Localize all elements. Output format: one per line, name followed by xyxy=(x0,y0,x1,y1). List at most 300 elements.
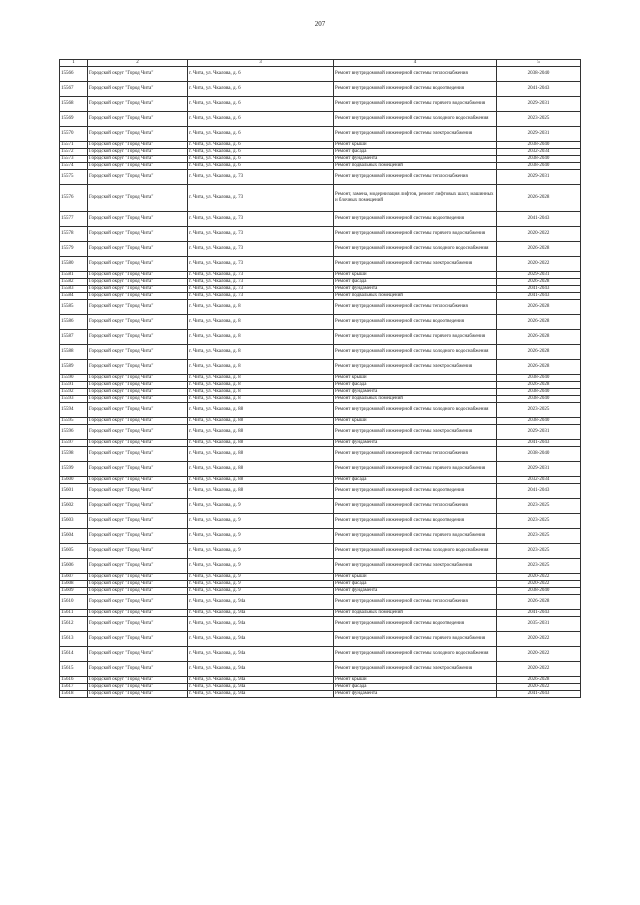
period-cell: 2038-2040 xyxy=(497,588,581,595)
municipality-cell: Городской округ "Город Чита" xyxy=(88,425,188,440)
municipality-cell: Городской округ "Город Чита" xyxy=(88,375,188,382)
work-type-cell: Ремонт внутридомовой инженерной системы водоотведения xyxy=(334,315,497,330)
table-row xyxy=(60,142,581,149)
municipality-cell: Городской округ "Город Чита" xyxy=(88,82,188,97)
municipality-cell: Городской округ "Город Чита" xyxy=(88,170,188,185)
period-cell: 2020-2022 xyxy=(497,662,581,677)
municipality-cell: Городской округ "Город Чита" xyxy=(88,684,188,691)
period-cell: 2041-2043 xyxy=(497,484,581,499)
table-row xyxy=(60,477,581,484)
row-number-cell: 15598 xyxy=(60,447,88,462)
address-cell: г. Чита, ул. Чкалова, д. 94а xyxy=(188,610,334,617)
table-row xyxy=(60,227,581,242)
row-number-cell: 15599 xyxy=(60,462,88,477)
table-row xyxy=(60,559,581,574)
period-cell: 2023-2025 xyxy=(497,529,581,544)
work-type-cell: Ремонт подвальных помещений xyxy=(334,293,497,300)
row-number-cell: 15602 xyxy=(60,499,88,514)
row-number-cell: 15606 xyxy=(60,559,88,574)
row-number-cell: 15573 xyxy=(60,156,88,163)
row-number-cell: 15569 xyxy=(60,112,88,127)
table-row xyxy=(60,149,581,156)
row-number-cell: 15575 xyxy=(60,170,88,185)
period-cell: 2020-2022 xyxy=(497,684,581,691)
row-number-cell: 15582 xyxy=(60,279,88,286)
table-row xyxy=(60,574,581,581)
table-row xyxy=(60,595,581,610)
municipality-cell: Городской округ "Город Чита" xyxy=(88,529,188,544)
work-type-cell: Ремонт внутридомовой инженерной системы теплоснабжения xyxy=(334,300,497,315)
municipality-cell: Городской округ "Город Чита" xyxy=(88,617,188,632)
row-number-cell: 15579 xyxy=(60,242,88,257)
work-type-cell: Ремонт внутридомовой инженерной системы горячего водоснабжения xyxy=(334,227,497,242)
municipality-cell: Городской округ "Город Чита" xyxy=(88,149,188,156)
period-cell: 2026-2028 xyxy=(497,595,581,610)
row-number-cell: 15614 xyxy=(60,647,88,662)
row-number-cell: 15581 xyxy=(60,272,88,279)
work-type-cell: Ремонт фундамента xyxy=(334,588,497,595)
work-type-cell: Ремонт фундамента xyxy=(334,286,497,293)
municipality-cell: Городской округ "Город Чита" xyxy=(88,330,188,345)
row-number-cell: 15601 xyxy=(60,484,88,499)
row-number-cell: 15605 xyxy=(60,544,88,559)
municipality-cell: Городской округ "Город Чита" xyxy=(88,212,188,227)
period-cell: 2038-2040 xyxy=(497,396,581,403)
work-type-cell: Ремонт фасада xyxy=(334,279,497,286)
page-number: 207 xyxy=(314,20,326,28)
period-cell: 2038-2040 xyxy=(497,67,581,82)
work-type-cell: Ремонт крыши xyxy=(334,574,497,581)
row-number-cell: 15610 xyxy=(60,595,88,610)
period-cell: 2026-2028 xyxy=(497,345,581,360)
table-row xyxy=(60,389,581,396)
table-row xyxy=(60,293,581,300)
period-cell: 2020-2022 xyxy=(497,574,581,581)
period-cell: 2023-2025 xyxy=(497,403,581,418)
municipality-cell: Городской округ "Город Чита" xyxy=(88,418,188,425)
address-cell: г. Чита, ул. Чкалова, д. 73 xyxy=(188,242,334,257)
work-type-cell: Ремонт фундамента xyxy=(334,389,497,396)
period-cell: 2026-2028 xyxy=(497,279,581,286)
period-cell: 2041-2043 xyxy=(497,610,581,617)
table-row xyxy=(60,662,581,677)
period-cell: 2041-2043 xyxy=(497,440,581,447)
table-row xyxy=(60,330,581,345)
table-row xyxy=(60,447,581,462)
period-cell: 2020-2022 xyxy=(497,257,581,272)
row-number-cell: 15618 xyxy=(60,691,88,698)
row-number-cell: 15613 xyxy=(60,632,88,647)
municipality-cell: Городской округ "Город Чита" xyxy=(88,185,188,212)
period-cell: 2026-2028 xyxy=(497,242,581,257)
work-type-cell: Ремонт внутридомовой инженерной системы холодного водоснабжения xyxy=(334,544,497,559)
work-type-cell: Ремонт внутридомовой инженерной системы теплоснабжения xyxy=(334,595,497,610)
table-body xyxy=(60,67,581,698)
address-cell: г. Чита, ул. Чкалова, д. 8 xyxy=(188,396,334,403)
row-number-cell: 15597 xyxy=(60,440,88,447)
period-cell: 2038-2040 xyxy=(497,156,581,163)
work-type-cell: Ремонт внутридомовой инженерной системы водоотведения xyxy=(334,484,497,499)
address-cell: г. Чита, ул. Чкалова, д. 6 xyxy=(188,163,334,170)
table-row xyxy=(60,418,581,425)
table-row xyxy=(60,185,581,212)
row-number-cell: 15615 xyxy=(60,662,88,677)
table-row xyxy=(60,440,581,447)
period-cell: 2029-2031 xyxy=(497,97,581,112)
address-cell: г. Чита, ул. Чкалова, д. 94а xyxy=(188,677,334,684)
address-cell: г. Чита, ул. Чкалова, д. 88 xyxy=(188,418,334,425)
row-number-cell: 15574 xyxy=(60,163,88,170)
work-type-cell: Ремонт внутридомовой инженерной системы водоотведения xyxy=(334,617,497,632)
address-cell: г. Чита, ул. Чкалова, д. 6 xyxy=(188,112,334,127)
municipality-cell: Городской округ "Город Чита" xyxy=(88,382,188,389)
work-type-cell: Ремонт крыши xyxy=(334,677,497,684)
table-row xyxy=(60,677,581,684)
period-cell: 2029-2031 xyxy=(497,462,581,477)
municipality-cell: Городской округ "Город Чита" xyxy=(88,97,188,112)
address-cell: г. Чита, ул. Чкалова, д. 88 xyxy=(188,425,334,440)
table-row xyxy=(60,163,581,170)
period-cell: 2041-2043 xyxy=(497,286,581,293)
row-number-cell: 15567 xyxy=(60,82,88,97)
period-cell: 2029-2031 xyxy=(497,127,581,142)
table-row xyxy=(60,112,581,127)
municipality-cell: Городской округ "Город Чита" xyxy=(88,67,188,82)
municipality-cell: Городской округ "Город Чита" xyxy=(88,403,188,418)
address-cell: г. Чита, ул. Чкалова, д. 9 xyxy=(188,574,334,581)
row-number-cell: 15612 xyxy=(60,617,88,632)
row-number-cell: 15595 xyxy=(60,418,88,425)
work-type-cell: Ремонт внутридомовой инженерной системы холодного водоснабжения xyxy=(334,647,497,662)
address-cell: г. Чита, ул. Чкалова, д. 9 xyxy=(188,544,334,559)
work-type-cell: Ремонт крыши xyxy=(334,375,497,382)
period-cell: 2041-2043 xyxy=(497,293,581,300)
municipality-cell: Городской округ "Город Чита" xyxy=(88,588,188,595)
column-header-4: 4 xyxy=(334,60,497,67)
row-number-cell: 15568 xyxy=(60,97,88,112)
municipality-cell: Городской округ "Город Чита" xyxy=(88,677,188,684)
column-header-5: 5 xyxy=(497,60,581,67)
row-number-cell: 15607 xyxy=(60,574,88,581)
period-cell: 2029-2031 xyxy=(497,425,581,440)
work-type-cell: Ремонт фасада xyxy=(334,382,497,389)
table-row xyxy=(60,286,581,293)
period-cell: 2023-2025 xyxy=(497,559,581,574)
row-number-cell: 15577 xyxy=(60,212,88,227)
period-cell: 2020-2022 xyxy=(497,227,581,242)
table-row xyxy=(60,170,581,185)
work-type-cell: Ремонт крыши xyxy=(334,272,497,279)
municipality-cell: Городской округ "Город Чита" xyxy=(88,647,188,662)
table-row xyxy=(60,127,581,142)
municipality-cell: Городской округ "Город Чита" xyxy=(88,559,188,574)
municipality-cell: Городской округ "Город Чита" xyxy=(88,610,188,617)
table-row xyxy=(60,403,581,418)
row-number-cell: 15596 xyxy=(60,425,88,440)
period-cell: 2026-2028 xyxy=(497,677,581,684)
work-type-cell: Ремонт крыши xyxy=(334,418,497,425)
period-cell: 2026-2028 xyxy=(497,382,581,389)
row-number-cell: 15587 xyxy=(60,330,88,345)
period-cell: 2029-2031 xyxy=(497,170,581,185)
work-type-cell: Ремонт подвальных помещений xyxy=(334,163,497,170)
table-row xyxy=(60,272,581,279)
work-type-cell: Ремонт подвальных помещений xyxy=(334,610,497,617)
row-number-cell: 15616 xyxy=(60,677,88,684)
header-row xyxy=(60,60,581,67)
municipality-cell: Городской округ "Город Чита" xyxy=(88,396,188,403)
address-cell: г. Чита, ул. Чкалова, д. 73 xyxy=(188,272,334,279)
table-row xyxy=(60,396,581,403)
address-cell: г. Чита, ул. Чкалова, д. 6 xyxy=(188,127,334,142)
table-row xyxy=(60,315,581,330)
column-header-2: 2 xyxy=(88,60,188,67)
municipality-cell: Городской округ "Город Чита" xyxy=(88,242,188,257)
address-cell: г. Чита, ул. Чкалова, д. 88 xyxy=(188,462,334,477)
table-row xyxy=(60,97,581,112)
address-cell: г. Чита, ул. Чкалова, д. 9 xyxy=(188,514,334,529)
work-type-cell: Ремонт фасада xyxy=(334,581,497,588)
period-cell: 2035-2031 xyxy=(497,617,581,632)
row-number-cell: 15593 xyxy=(60,396,88,403)
work-type-cell: Ремонт внутридомовой инженерной системы водоотведения xyxy=(334,82,497,97)
municipality-cell: Городской округ "Город Чита" xyxy=(88,499,188,514)
row-number-cell: 15608 xyxy=(60,581,88,588)
period-cell: 2026-2028 xyxy=(497,360,581,375)
table-row xyxy=(60,375,581,382)
table-row xyxy=(60,425,581,440)
period-cell: 2038-2040 xyxy=(497,375,581,382)
period-cell: 2023-2025 xyxy=(497,499,581,514)
work-type-cell: Ремонт внутридомовой инженерной системы электроснабжения xyxy=(334,257,497,272)
table-header xyxy=(60,60,581,67)
table-row xyxy=(60,242,581,257)
municipality-cell: Городской округ "Город Чита" xyxy=(88,163,188,170)
municipality-cell: Городской округ "Город Чита" xyxy=(88,574,188,581)
row-number-cell: 15584 xyxy=(60,293,88,300)
work-type-cell: Ремонт фасада xyxy=(334,477,497,484)
row-number-cell: 15592 xyxy=(60,389,88,396)
period-cell: 2023-2025 xyxy=(497,544,581,559)
table-row xyxy=(60,156,581,163)
work-type-cell: Ремонт внутридомовой инженерной системы электроснабжения xyxy=(334,425,497,440)
column-header-3: 3 xyxy=(188,60,334,67)
address-cell: г. Чита, ул. Чкалова, д. 94а xyxy=(188,691,334,698)
table-row xyxy=(60,279,581,286)
table-row xyxy=(60,499,581,514)
table-row xyxy=(60,345,581,360)
municipality-cell: Городской округ "Город Чита" xyxy=(88,662,188,677)
row-number-cell: 15586 xyxy=(60,315,88,330)
row-number-cell: 15580 xyxy=(60,257,88,272)
work-type-cell: Ремонт внутридомовой инженерной системы горячего водоснабжения xyxy=(334,330,497,345)
address-cell: г. Чита, ул. Чкалова, д. 9 xyxy=(188,588,334,595)
period-cell: 2038-2040 xyxy=(497,163,581,170)
address-cell: г. Чита, ул. Чкалова, д. 73 xyxy=(188,185,334,212)
period-cell: 2038-2040 xyxy=(497,142,581,149)
address-cell: г. Чита, ул. Чкалова, д. 94а xyxy=(188,684,334,691)
work-type-cell: Ремонт фундамента xyxy=(334,691,497,698)
row-number-cell: 15609 xyxy=(60,588,88,595)
work-type-cell: Ремонт фасада xyxy=(334,149,497,156)
municipality-cell: Городской округ "Город Чита" xyxy=(88,279,188,286)
table-row xyxy=(60,514,581,529)
table-row xyxy=(60,647,581,662)
municipality-cell: Городской округ "Город Чита" xyxy=(88,477,188,484)
table-row xyxy=(60,257,581,272)
row-number-cell: 15589 xyxy=(60,360,88,375)
municipality-cell: Городской округ "Город Чита" xyxy=(88,112,188,127)
table-row xyxy=(60,67,581,82)
period-cell: 2029-2031 xyxy=(497,272,581,279)
address-cell: г. Чита, ул. Чкалова, д. 8 xyxy=(188,315,334,330)
table-row xyxy=(60,300,581,315)
address-cell: г. Чита, ул. Чкалова, д. 94а xyxy=(188,647,334,662)
table-row xyxy=(60,82,581,97)
work-type-cell: Ремонт внутридомовой инженерной системы холодного водоснабжения xyxy=(334,345,497,360)
work-type-cell: Ремонт внутридомовой инженерной системы электроснабжения xyxy=(334,127,497,142)
work-type-cell: Ремонт внутридомовой инженерной системы теплоснабжения xyxy=(334,67,497,82)
row-number-cell: 15590 xyxy=(60,375,88,382)
row-number-cell: 15600 xyxy=(60,477,88,484)
municipality-cell: Городской округ "Город Чита" xyxy=(88,514,188,529)
register-table xyxy=(59,59,581,698)
municipality-cell: Городской округ "Город Чита" xyxy=(88,447,188,462)
work-type-cell: Ремонт внутридомовой инженерной системы водоотведения xyxy=(334,212,497,227)
municipality-cell: Городской округ "Город Чита" xyxy=(88,315,188,330)
period-cell: 2038-2040 xyxy=(497,389,581,396)
municipality-cell: Городской округ "Город Чита" xyxy=(88,440,188,447)
address-cell: г. Чита, ул. Чкалова, д. 6 xyxy=(188,142,334,149)
address-cell: г. Чита, ул. Чкалова, д. 88 xyxy=(188,403,334,418)
period-cell: 2020-2022 xyxy=(497,581,581,588)
table-row xyxy=(60,691,581,698)
table-row xyxy=(60,684,581,691)
period-cell: 2032-2034 xyxy=(497,149,581,156)
row-number-cell: 15572 xyxy=(60,149,88,156)
address-cell: г. Чита, ул. Чкалова, д. 73 xyxy=(188,170,334,185)
municipality-cell: Городской округ "Город Чита" xyxy=(88,127,188,142)
address-cell: г. Чита, ул. Чкалова, д. 9 xyxy=(188,559,334,574)
address-cell: г. Чита, ул. Чкалова, д. 8 xyxy=(188,330,334,345)
row-number-cell: 15571 xyxy=(60,142,88,149)
municipality-cell: Городской округ "Город Чита" xyxy=(88,632,188,647)
row-number-cell: 15585 xyxy=(60,300,88,315)
work-type-cell: Ремонт внутридомовой инженерной системы теплоснабжения xyxy=(334,447,497,462)
period-cell: 2023-2025 xyxy=(497,112,581,127)
work-type-cell: Ремонт фундамента xyxy=(334,156,497,163)
table-row xyxy=(60,360,581,375)
municipality-cell: Городской округ "Город Чита" xyxy=(88,484,188,499)
row-number-cell: 15570 xyxy=(60,127,88,142)
address-cell: г. Чита, ул. Чкалова, д. 88 xyxy=(188,477,334,484)
municipality-cell: Городской округ "Город Чита" xyxy=(88,462,188,477)
work-type-cell: Ремонт внутридомовой инженерной системы электроснабжения xyxy=(334,559,497,574)
municipality-cell: Городской округ "Город Чита" xyxy=(88,544,188,559)
municipality-cell: Городской округ "Город Чита" xyxy=(88,142,188,149)
address-cell: г. Чита, ул. Чкалова, д. 88 xyxy=(188,484,334,499)
table-row xyxy=(60,382,581,389)
row-number-cell: 15566 xyxy=(60,67,88,82)
table-row xyxy=(60,212,581,227)
row-number-cell: 15617 xyxy=(60,684,88,691)
municipality-cell: Городской округ "Город Чита" xyxy=(88,257,188,272)
table-row xyxy=(60,462,581,477)
address-cell: г. Чита, ул. Чкалова, д. 73 xyxy=(188,257,334,272)
address-cell: г. Чита, ул. Чкалова, д. 9 xyxy=(188,581,334,588)
address-cell: г. Чита, ул. Чкалова, д. 8 xyxy=(188,360,334,375)
table-row xyxy=(60,617,581,632)
address-cell: г. Чита, ул. Чкалова, д. 94а xyxy=(188,595,334,610)
municipality-cell: Городской округ "Город Чита" xyxy=(88,272,188,279)
municipality-cell: Городской округ "Город Чита" xyxy=(88,360,188,375)
municipality-cell: Городской округ "Город Чита" xyxy=(88,581,188,588)
address-cell: г. Чита, ул. Чкалова, д. 8 xyxy=(188,345,334,360)
address-cell: г. Чита, ул. Чкалова, д. 6 xyxy=(188,97,334,112)
work-type-cell: Ремонт внутридомовой инженерной системы горячего водоснабжения xyxy=(334,462,497,477)
address-cell: г. Чита, ул. Чкалова, д. 8 xyxy=(188,300,334,315)
period-cell: 2026-2028 xyxy=(497,330,581,345)
row-number-cell: 15611 xyxy=(60,610,88,617)
municipality-cell: Городской округ "Город Чита" xyxy=(88,345,188,360)
address-cell: г. Чита, ул. Чкалова, д. 9 xyxy=(188,529,334,544)
table-row xyxy=(60,484,581,499)
work-type-cell: Ремонт внутридомовой инженерной системы холодного водоснабжения xyxy=(334,112,497,127)
address-cell: г. Чита, ул. Чкалова, д. 6 xyxy=(188,82,334,97)
table-row xyxy=(60,588,581,595)
period-cell: 2038-2040 xyxy=(497,447,581,462)
period-cell: 2041-2043 xyxy=(497,691,581,698)
address-cell: г. Чита, ул. Чкалова, д. 8 xyxy=(188,389,334,396)
period-cell: 2038-2040 xyxy=(497,418,581,425)
work-type-cell: Ремонт крыши xyxy=(334,142,497,149)
address-cell: г. Чита, ул. Чкалова, д. 73 xyxy=(188,212,334,227)
row-number-cell: 15588 xyxy=(60,345,88,360)
row-number-cell: 15603 xyxy=(60,514,88,529)
work-type-cell: Ремонт внутридомовой инженерной системы теплоснабжения xyxy=(334,499,497,514)
work-type-cell: Ремонт, замена, модернизация лифтов, ремонт лифтовых шахт, машинных и блочных помещений xyxy=(334,185,497,212)
row-number-cell: 15578 xyxy=(60,227,88,242)
table-row xyxy=(60,544,581,559)
address-cell: г. Чита, ул. Чкалова, д. 94а xyxy=(188,617,334,632)
municipality-cell: Городской округ "Город Чита" xyxy=(88,300,188,315)
address-cell: г. Чита, ул. Чкалова, д. 6 xyxy=(188,156,334,163)
period-cell: 2041-2043 xyxy=(497,82,581,97)
work-type-cell: Ремонт внутридомовой инженерной системы горячего водоснабжения xyxy=(334,632,497,647)
work-type-cell: Ремонт внутридомовой инженерной системы горячего водоснабжения xyxy=(334,97,497,112)
period-cell: 2026-2028 xyxy=(497,185,581,212)
row-number-cell: 15576 xyxy=(60,185,88,212)
period-cell: 2041-2043 xyxy=(497,212,581,227)
municipality-cell: Городской округ "Город Чита" xyxy=(88,595,188,610)
table-row xyxy=(60,529,581,544)
municipality-cell: Городской округ "Город Чита" xyxy=(88,286,188,293)
work-type-cell: Ремонт внутридомовой инженерной системы холодного водоснабжения xyxy=(334,403,497,418)
address-cell: г. Чита, ул. Чкалова, д. 73 xyxy=(188,293,334,300)
municipality-cell: Городской округ "Город Чита" xyxy=(88,691,188,698)
address-cell: г. Чита, ул. Чкалова, д. 73 xyxy=(188,286,334,293)
address-cell: г. Чита, ул. Чкалова, д. 6 xyxy=(188,67,334,82)
address-cell: г. Чита, ул. Чкалова, д. 94а xyxy=(188,662,334,677)
address-cell: г. Чита, ул. Чкалова, д. 73 xyxy=(188,279,334,286)
address-cell: г. Чита, ул. Чкалова, д. 9 xyxy=(188,499,334,514)
address-cell: г. Чита, ул. Чкалова, д. 88 xyxy=(188,440,334,447)
period-cell: 2020-2022 xyxy=(497,647,581,662)
period-cell: 2026-2028 xyxy=(497,300,581,315)
address-cell: г. Чита, ул. Чкалова, д. 94а xyxy=(188,632,334,647)
table-row xyxy=(60,581,581,588)
work-type-cell: Ремонт внутридомовой инженерной системы теплоснабжения xyxy=(334,170,497,185)
